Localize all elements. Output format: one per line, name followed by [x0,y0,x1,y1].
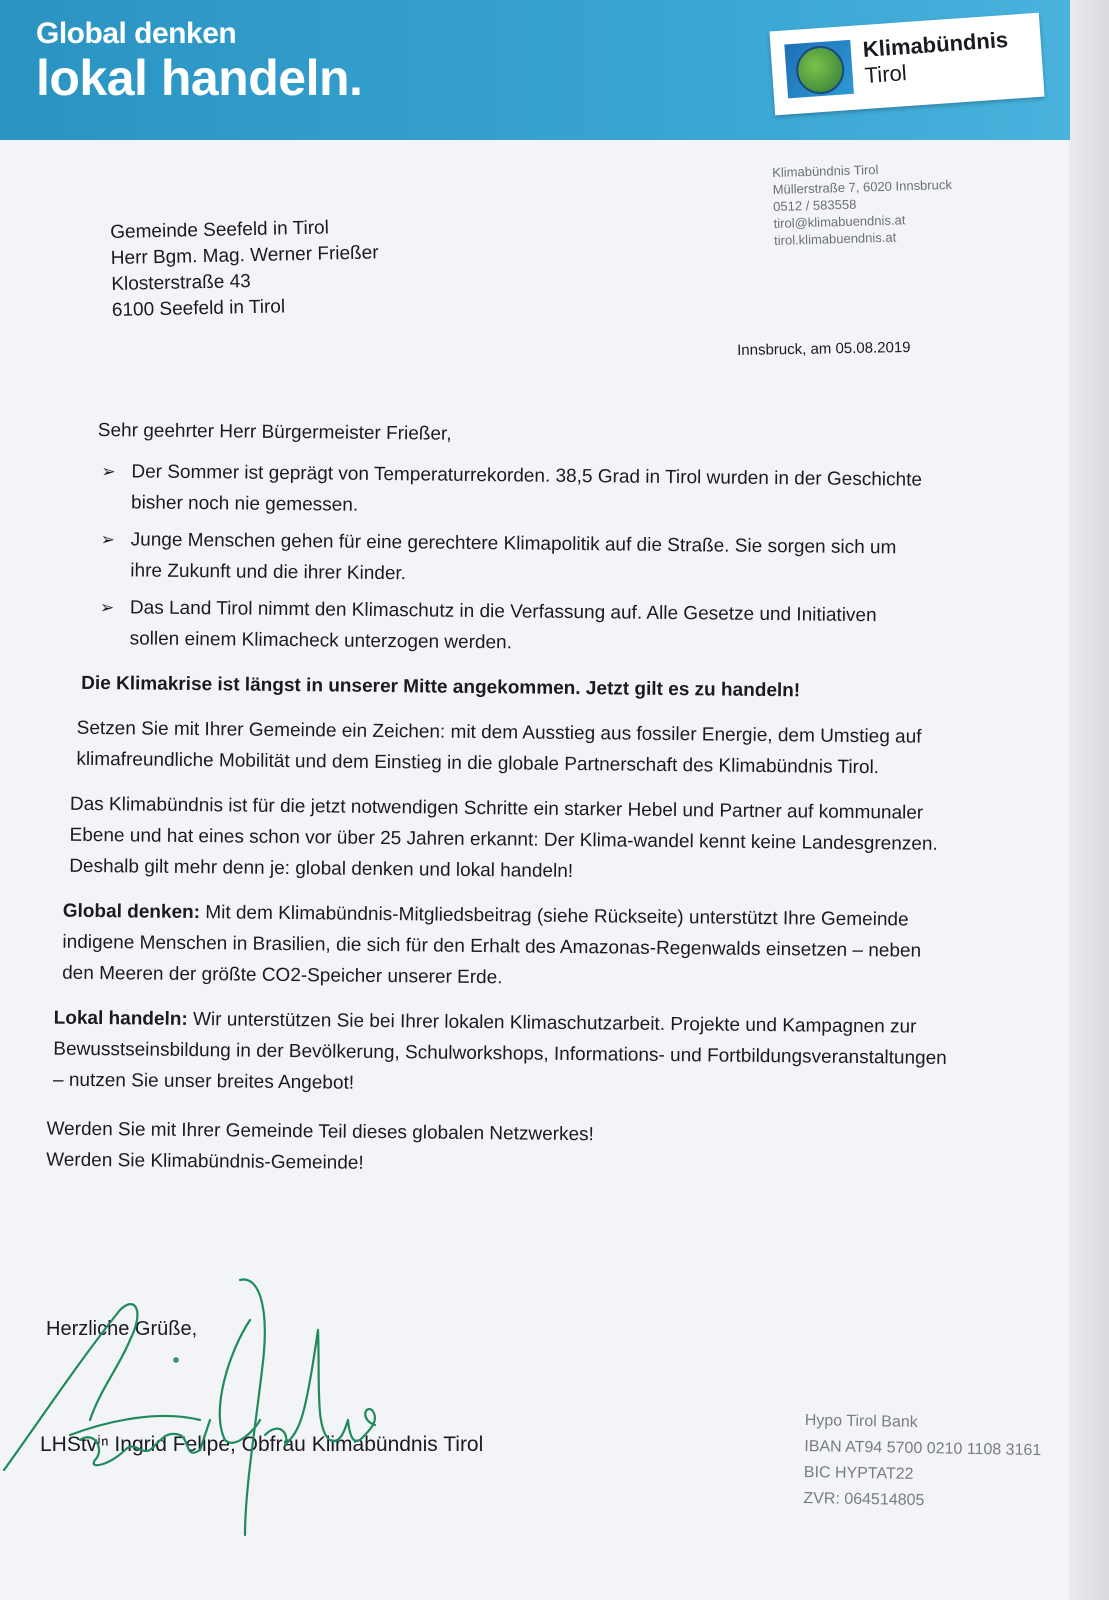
paragraph-text: Wir unterstützen Sie bei Ihrer lokalen Klimaschutzarbeit. Projekte und Kampagnen zur Bewusstseinsbildung in der Bevölkerung, Schulworkshops, Informations- und Fortbildungsveranstaltungen – nutzen Sie unser breites Angebot! [52,1008,947,1094]
logo-subtitle: Tirol [863,60,908,88]
sender-phone: 0512 / 583558 [772,196,857,214]
headline: Die Klimakrise ist längst in unserer Mitte angekommen. Jetzt gilt es zu handeln! [81,672,801,702]
bank-iban: IBAN AT94 5700 0210 1108 3161 [804,1437,1042,1460]
list-item [96,524,931,595]
logo-text [862,27,1011,89]
paragraph-label: Global denken: [62,900,201,924]
paragraph-2: Das Klimabündnis ist für die jetzt notwendigen Schritte ein starker Hebel und Partner auf kommunaler Ebene und hat eines schon vor über 25 Jahren erkannt: Der Klima-wandel kennt keine Landesgrenzen. Deshalb gilt mehr denn je: global denken und lokal handeln! [69,793,938,882]
handwritten-signature [0,1270,420,1540]
slogan-line-1: Global denken [36,17,237,50]
globe-icon [784,40,854,98]
closing: Herzliche Grüße, [46,1318,198,1340]
klimabuendnis-logo [769,13,1044,116]
recipient-line: Gemeinde Seefeld in Tirol [110,217,330,243]
bank-details [803,1408,1042,1516]
paragraph-label: Lokal handeln: [53,1007,188,1030]
logo-title: Klimabündnis [862,26,1009,63]
header-banner [0,0,1070,140]
call-to-action-line: Werden Sie Klimabündnis-Gemeinde! [46,1149,364,1174]
bank-bic: BIC HYPTAT22 [803,1463,914,1483]
recipient-line: Klosterstraße 43 [111,271,251,295]
paragraph-text: Mit dem Klimabündnis-Mitgliedsbeitrag (siehe Rückseite) unterstützt Ihre Gemeinde indigene Menschen in Brasilien, die sich für den Erhalt des Amazonas-Regenwalds einsetzen – neben den Meeren der größte CO2-Speicher unserer Erde. [62,902,922,989]
sender-email: tirol@klimabuendnis.at [773,212,906,231]
paragraph-1: Setzen Sie mit Ihrer Gemeinde ein Zeichen: mit dem Ausstieg aus fossiler Energie, dem Umstieg auf klimafreundliche Mobilität und dem Einstieg in die globale Partnerschaft des Klimabündnis Tirol. [76,717,922,779]
sender-web: tirol.klimabuendnis.at [773,229,897,248]
arrow-bullet-icon: ➢ [99,598,115,618]
letter-body [46,415,978,1185]
letter-date: Innsbruck, am 05.08.2019 [737,338,911,359]
page-edge [1069,0,1109,1600]
list-item [95,592,930,663]
paragraph-3 [62,896,953,998]
arrow-bullet-icon: ➢ [101,462,116,482]
sender-street: Müllerstraße 7, 6020 Innsbruck [772,176,953,197]
sender-address [772,159,954,249]
list-item [97,456,932,527]
bullet-text: Der Sommer ist geprägt von Temperaturrekorden. 38,5 Grad in Tirol wurden in der Geschichte bisher noch nie gemessen. [130,461,923,516]
bank-zvr: ZVR: 064514805 [803,1489,925,1510]
recipient-line: 6100 Seefeld in Tirol [111,296,286,321]
bullet-text: Junge Menschen gehen für eine gerechtere Klimapolitik auf die Straße. Sie sorgen sich um ihre Zukunft und die ihrer Kinder. [130,529,897,585]
sender-name: Klimabündnis Tirol [772,162,879,180]
paragraph-5 [46,1114,947,1185]
signer-name: LHStvⁱⁿ Ingrid Felipe, Obfrau Klimabündnis Tirol [40,1433,484,1456]
arrow-bullet-icon: ➢ [100,530,116,550]
bullet-text: Das Land Tirol nimmt den Klimaschutz in die Verfassung auf. Alle Gesetze und Initiativen sollen einem Klimacheck unterzogen werden. [129,597,877,654]
bank-name: Hypo Tirol Bank [804,1411,918,1431]
slogan-line-2: lokal handeln. [36,50,363,106]
bullet-list [95,456,977,663]
recipient-line: Herr Bgm. Mag. Werner Frießer [110,242,379,269]
slogan [36,16,362,104]
call-to-action-line: Werden Sie mit Ihrer Gemeinde Teil dieses globalen Netzwerkes! [46,1118,595,1146]
salutation: Sehr geehrter Herr Bürgermeister Frießer, [97,419,452,445]
recipient-address [110,214,380,324]
paragraph-4 [53,1003,954,1105]
